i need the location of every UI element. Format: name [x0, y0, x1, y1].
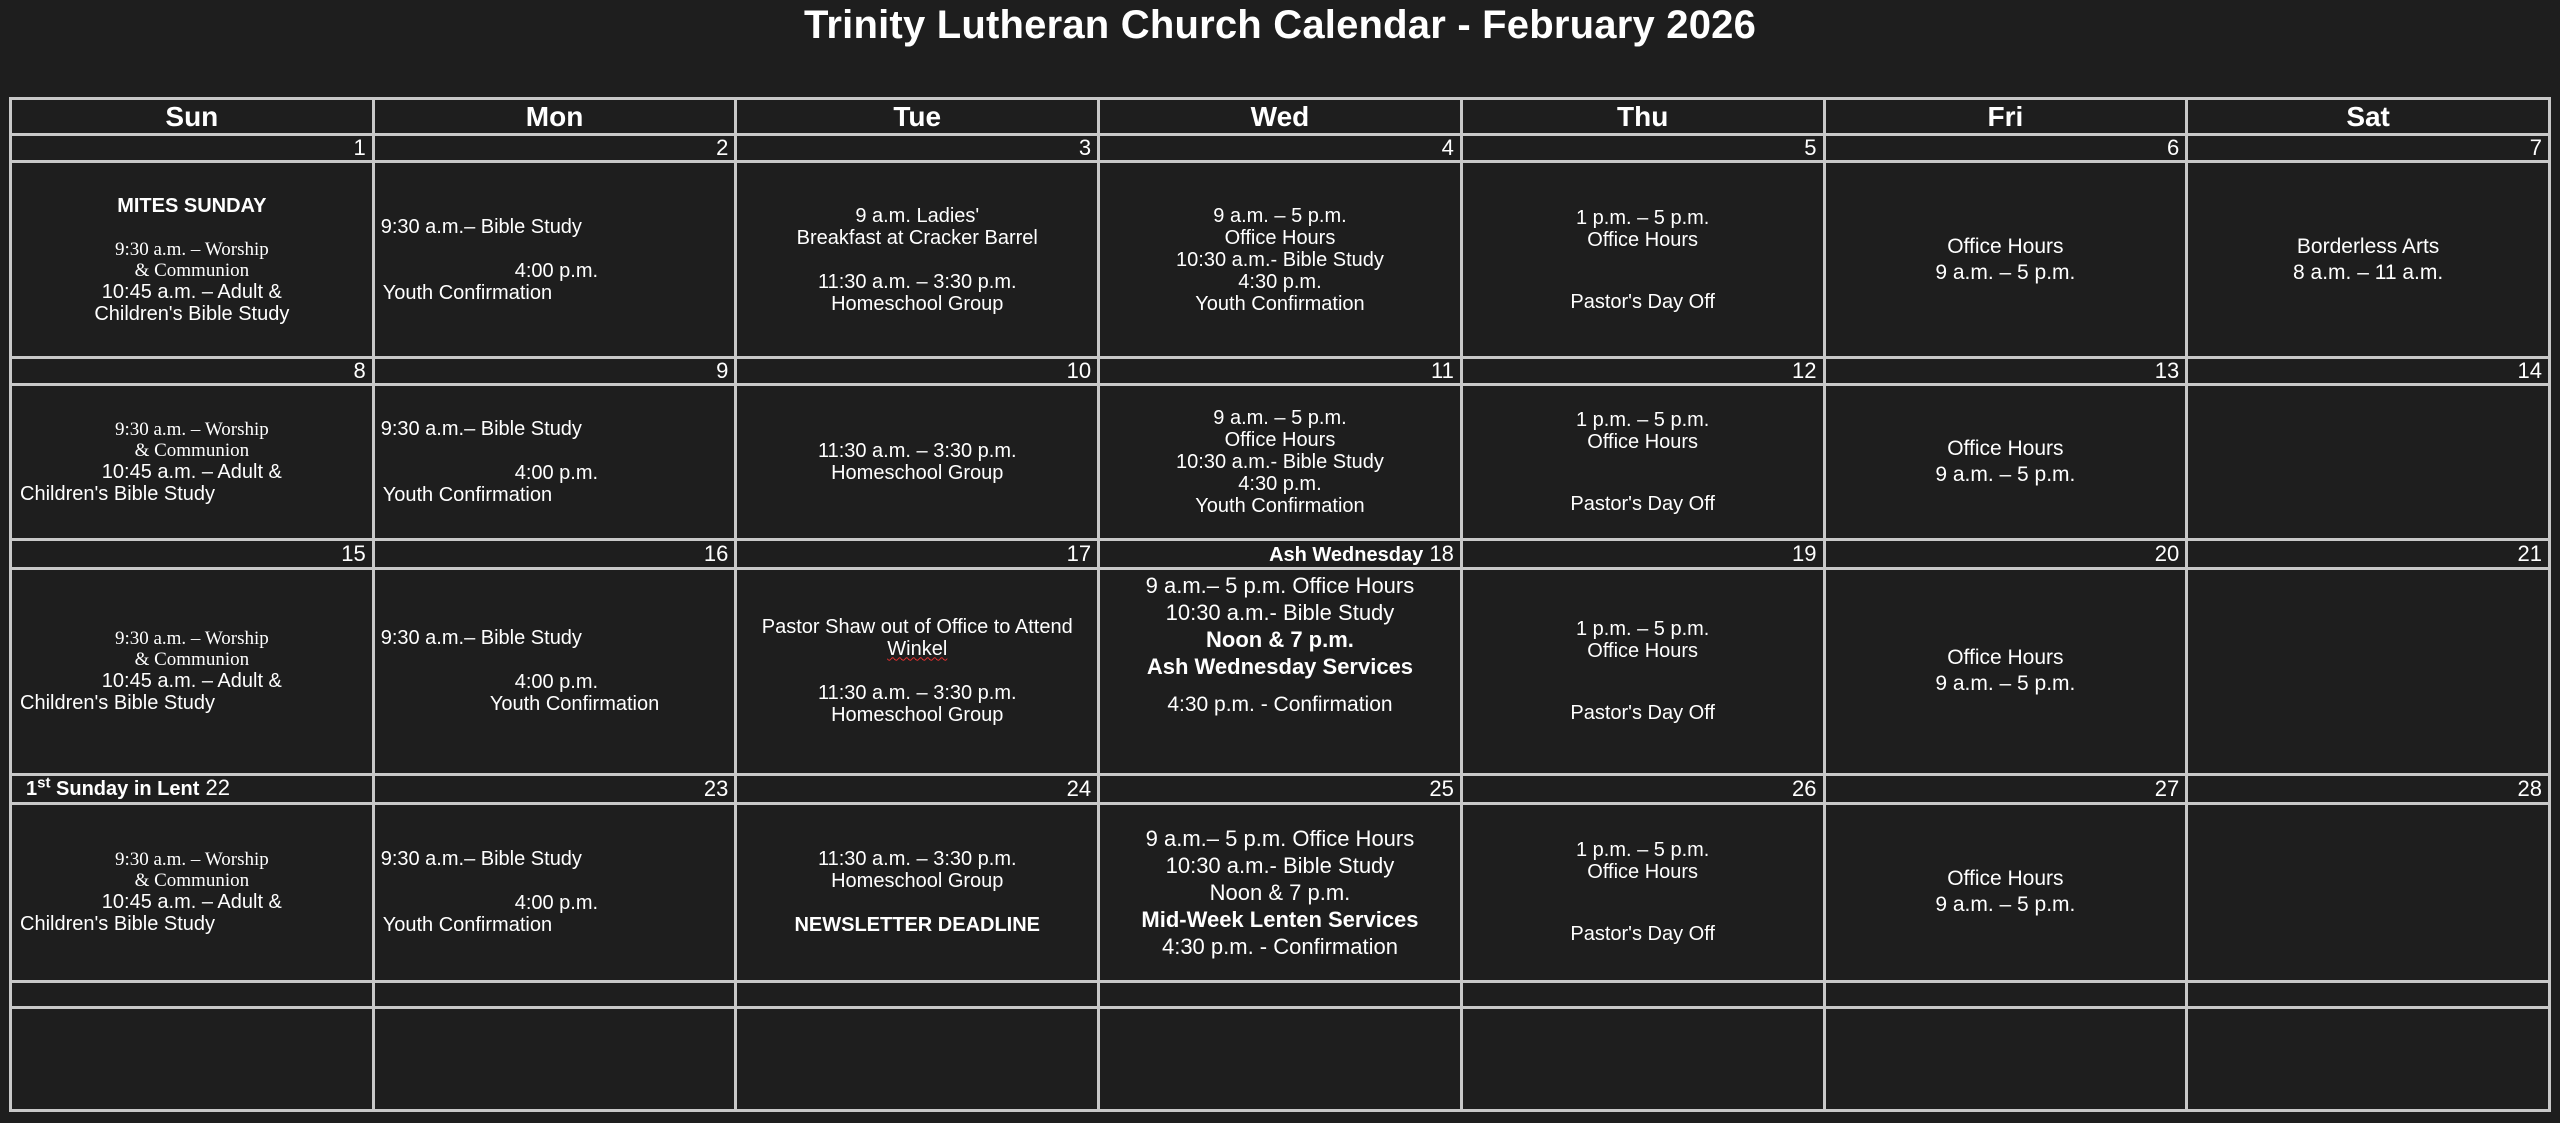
- date-number: 19: [1461, 540, 1824, 568]
- date-number: 25: [1099, 775, 1462, 803]
- week4-events-row: [11, 803, 2550, 981]
- day-cell-tue: [736, 803, 1099, 981]
- day-cell-empty: [1824, 1008, 2187, 1111]
- event-text: Pastor's Day Off: [1570, 702, 1715, 725]
- week3-date-row: [11, 540, 2550, 568]
- weekday-sun: Sun: [11, 99, 374, 135]
- event-text: 10:30 a.m.- Bible Study: [1165, 852, 1395, 878]
- day-cell-sat: [2187, 803, 2550, 981]
- weekday-wed: Wed: [1099, 99, 1462, 135]
- date-number: [1099, 540, 1462, 568]
- event-text: 4:00 p.m.: [514, 259, 599, 282]
- event-text: Youth Confirmation: [382, 281, 553, 304]
- event-text: 4:30 p.m. - Confirmation: [1167, 692, 1393, 716]
- event-text: 4:00 p.m.: [514, 462, 599, 485]
- event-text: Breakfast at Cracker Barrel: [796, 226, 1038, 249]
- day-cell-wed: [1099, 385, 1462, 540]
- event-text: Youth Confirmation: [382, 914, 553, 937]
- event-text: 11:30 a.m. – 3:30 p.m.: [817, 682, 1017, 705]
- event-text: 10:45 a.m. – Adult &: [101, 891, 282, 914]
- event-text: 9 a.m. – 5 p.m.: [1935, 893, 2076, 917]
- date-number: 7: [2187, 135, 2550, 162]
- event-text: Homeschool Group: [831, 292, 1004, 315]
- date-number-value: 18: [1429, 540, 1454, 566]
- date-number: 20: [1824, 540, 2187, 568]
- event-text: Office Hours: [1947, 646, 2064, 670]
- event-text: 10:30 a.m.- Bible Study: [1176, 451, 1384, 474]
- event-text: 9:30 a.m. – Worship: [114, 628, 269, 650]
- event-text: 4:00 p.m.: [514, 671, 599, 694]
- event-text: 1 p.m. – 5 p.m.: [1575, 839, 1710, 862]
- week2-events-row: [11, 385, 2550, 540]
- date-number: 5: [1461, 135, 1824, 162]
- date-number: [11, 775, 374, 803]
- event-text: 9:30 a.m.– Bible Study: [380, 627, 582, 650]
- event-text: 10:30 a.m.- Bible Study: [1176, 248, 1384, 271]
- event-text: Office Hours: [1947, 437, 2064, 461]
- event-text: NEWSLETTER DEADLINE: [794, 914, 1041, 937]
- weekday-sat: Sat: [2187, 99, 2550, 135]
- event-text: Pastor's Day Off: [1570, 493, 1715, 516]
- event-text: 9:30 a.m. – Worship: [114, 419, 269, 441]
- event-text: Ash Wednesday Services: [1146, 653, 1414, 679]
- day-cell-sat: [2187, 568, 2550, 775]
- event-text: Youth Confirmation: [1195, 292, 1365, 315]
- date-number: 21: [2187, 540, 2550, 568]
- event-text: Noon & 7 p.m.: [1209, 879, 1351, 905]
- date-number: 26: [1461, 775, 1824, 803]
- date-number: [1099, 981, 1462, 1007]
- date-number: 24: [736, 775, 1099, 803]
- week4-date-row: [11, 775, 2550, 803]
- event-text: 9 a.m. – 5 p.m.: [1935, 463, 2076, 487]
- day-cell-sun: [11, 568, 374, 775]
- page-title: Trinity Lutheran Church Calendar - February 2026: [803, 3, 1757, 47]
- event-text: Office Hours: [1587, 640, 1699, 663]
- event-text: Office Hours: [1587, 861, 1699, 884]
- event-heading: MITES SUNDAY: [117, 194, 267, 217]
- event-text: & Communion: [134, 440, 250, 462]
- day-cell-fri: [1824, 385, 2187, 540]
- weekday-fri: Fri: [1824, 99, 2187, 135]
- event-text: Children's Bible Study: [20, 692, 216, 715]
- event-text: Pastor's Day Off: [1570, 923, 1715, 946]
- date-number: 13: [1824, 358, 2187, 385]
- date-number: 6: [1824, 135, 2187, 162]
- day-cell-sat: [2187, 162, 2550, 358]
- date-number: [11, 981, 374, 1007]
- day-cell-empty: [1461, 1008, 1824, 1111]
- day-cell-sun: [11, 803, 374, 981]
- week1-date-row: [11, 135, 2550, 162]
- day-cell-empty: [373, 1008, 736, 1111]
- event-text: Youth Confirmation: [382, 484, 553, 507]
- date-number: 16: [373, 540, 736, 568]
- event-text: Noon & 7 p.m.: [1206, 626, 1354, 652]
- event-text: Winkel: [887, 638, 948, 661]
- weekday-mon: Mon: [373, 99, 736, 135]
- day-cell-fri: [1824, 803, 2187, 981]
- day-cell-mon: [373, 385, 736, 540]
- event-text: 4:30 p.m.: [1238, 270, 1322, 293]
- event-text: Pastor Shaw out of Office to Attend: [761, 616, 1073, 639]
- event-text: 1 p.m. – 5 p.m.: [1575, 618, 1710, 641]
- event-text: Children's Bible Study: [20, 913, 216, 936]
- event-text: Office Hours: [1224, 226, 1336, 249]
- event-text: 10:45 a.m. – Adult &: [101, 670, 282, 693]
- day-cell-fri: [1824, 568, 2187, 775]
- event-text: Homeschool Group: [831, 462, 1004, 485]
- date-number: 14: [2187, 358, 2550, 385]
- date-number: 9: [373, 358, 736, 385]
- date-number: 12: [1461, 358, 1824, 385]
- event-text: 1 p.m. – 5 p.m.: [1575, 409, 1710, 432]
- event-text: 9:30 a.m. – Worship: [114, 238, 269, 260]
- event-text: 9:30 a.m.– Bible Study: [380, 418, 582, 441]
- event-text: Mid-Week Lenten Services: [1141, 906, 1419, 932]
- event-text: Borderless Arts: [2296, 234, 2440, 258]
- date-number: [1824, 981, 2187, 1007]
- date-number: [373, 981, 736, 1007]
- event-text: 9 a.m. – 5 p.m.: [1935, 672, 2076, 696]
- day-cell-mon: [373, 162, 736, 358]
- day-cell-mon: [373, 803, 736, 981]
- weekday-tue: Tue: [736, 99, 1099, 135]
- event-text: Office Hours: [1947, 234, 2064, 258]
- date-number: 23: [373, 775, 736, 803]
- day-cell-wed: [1099, 803, 1462, 981]
- day-cell-thu: [1461, 162, 1824, 358]
- day-cell-fri: [1824, 162, 2187, 358]
- event-text: 8 a.m. – 11 a.m.: [2293, 260, 2444, 284]
- day-cell-thu: [1461, 803, 1824, 981]
- week2-date-row: [11, 358, 2550, 385]
- date-number: 15: [11, 540, 374, 568]
- event-text: 9 a.m. – 5 p.m.: [1213, 204, 1347, 227]
- date-number: 27: [1824, 775, 2187, 803]
- event-text: Office Hours: [1587, 228, 1699, 251]
- event-text: Office Hours: [1587, 431, 1699, 454]
- day-cell-mon: [373, 568, 736, 775]
- event-text: Youth Confirmation: [489, 693, 660, 716]
- event-text: 4:30 p.m. - Confirmation: [1161, 933, 1398, 959]
- date-number: 17: [736, 540, 1099, 568]
- event-text: 9 a.m. – 5 p.m.: [1935, 260, 2076, 284]
- weekday-header-row: [11, 99, 2550, 135]
- event-text: 9:30 a.m.– Bible Study: [380, 848, 582, 871]
- event-text: 10:45 a.m. – Adult &: [101, 461, 282, 484]
- event-text: 4:00 p.m.: [514, 892, 599, 915]
- date-number: [1461, 981, 1824, 1007]
- day-cell-wed: [1099, 568, 1462, 775]
- date-number: 2: [373, 135, 736, 162]
- day-cell-empty: [1099, 1008, 1462, 1111]
- event-text: Pastor's Day Off: [1570, 290, 1715, 313]
- event-text: 9 a.m.– 5 p.m. Office Hours: [1145, 825, 1415, 851]
- day-cell-sun: [11, 385, 374, 540]
- event-text: 4:30 p.m.: [1238, 473, 1322, 496]
- event-text: 9 a.m. – 5 p.m.: [1213, 407, 1347, 430]
- date-number: 28: [2187, 775, 2550, 803]
- event-text: 11:30 a.m. – 3:30 p.m.: [817, 270, 1017, 293]
- week1-events-row: [11, 162, 2550, 358]
- event-text: & Communion: [134, 259, 250, 281]
- event-text: & Communion: [134, 649, 250, 671]
- date-number: 11: [1099, 358, 1462, 385]
- day-cell-sat: [2187, 385, 2550, 540]
- event-text: Homeschool Group: [831, 870, 1004, 893]
- day-cell-empty: [11, 1008, 374, 1111]
- day-label: 1st Sunday in Lent: [26, 774, 200, 801]
- day-cell-sun: [11, 162, 374, 358]
- event-text: 9:30 a.m. – Worship: [114, 849, 269, 871]
- date-number: 4: [1099, 135, 1462, 162]
- event-text: 9:30 a.m.– Bible Study: [380, 215, 582, 238]
- event-text: 1 p.m. – 5 p.m.: [1575, 206, 1710, 229]
- weekday-thu: Thu: [1461, 99, 1824, 135]
- event-text: Office Hours: [1947, 867, 2064, 891]
- date-number: [736, 981, 1099, 1007]
- event-text: 11:30 a.m. – 3:30 p.m.: [817, 440, 1017, 463]
- day-cell-tue: [736, 385, 1099, 540]
- event-text: Children's Bible Study: [94, 302, 290, 325]
- event-text: Children's Bible Study: [20, 483, 216, 506]
- event-text: Office Hours: [1224, 429, 1336, 452]
- date-number-value: 22: [205, 775, 230, 801]
- date-number: 10: [736, 358, 1099, 385]
- date-number: [2187, 981, 2550, 1007]
- event-text: Youth Confirmation: [1195, 495, 1365, 518]
- event-text: 10:45 a.m. – Adult &: [101, 280, 282, 303]
- week3-events-row: [11, 568, 2550, 775]
- week5-date-row: [11, 981, 2550, 1007]
- date-number: 1: [11, 135, 374, 162]
- event-text: 9 a.m. Ladies': [855, 204, 980, 227]
- day-cell-tue: [736, 568, 1099, 775]
- day-label: Ash Wednesday: [1269, 543, 1424, 566]
- event-text: & Communion: [134, 870, 250, 892]
- day-cell-thu: [1461, 568, 1824, 775]
- day-cell-thu: [1461, 385, 1824, 540]
- date-number: 3: [736, 135, 1099, 162]
- event-text: 11:30 a.m. – 3:30 p.m.: [817, 848, 1017, 871]
- event-text: 10:30 a.m.- Bible Study: [1165, 599, 1395, 625]
- calendar-grid: [9, 97, 2551, 1112]
- day-cell-empty: [736, 1008, 1099, 1111]
- event-text: 9 a.m.– 5 p.m. Office Hours: [1145, 572, 1415, 598]
- event-text: Homeschool Group: [831, 704, 1004, 727]
- date-number: 8: [11, 358, 374, 385]
- day-cell-wed: [1099, 162, 1462, 358]
- day-cell-tue: [736, 162, 1099, 358]
- day-cell-empty: [2187, 1008, 2550, 1111]
- week5-events-row: [11, 1008, 2550, 1111]
